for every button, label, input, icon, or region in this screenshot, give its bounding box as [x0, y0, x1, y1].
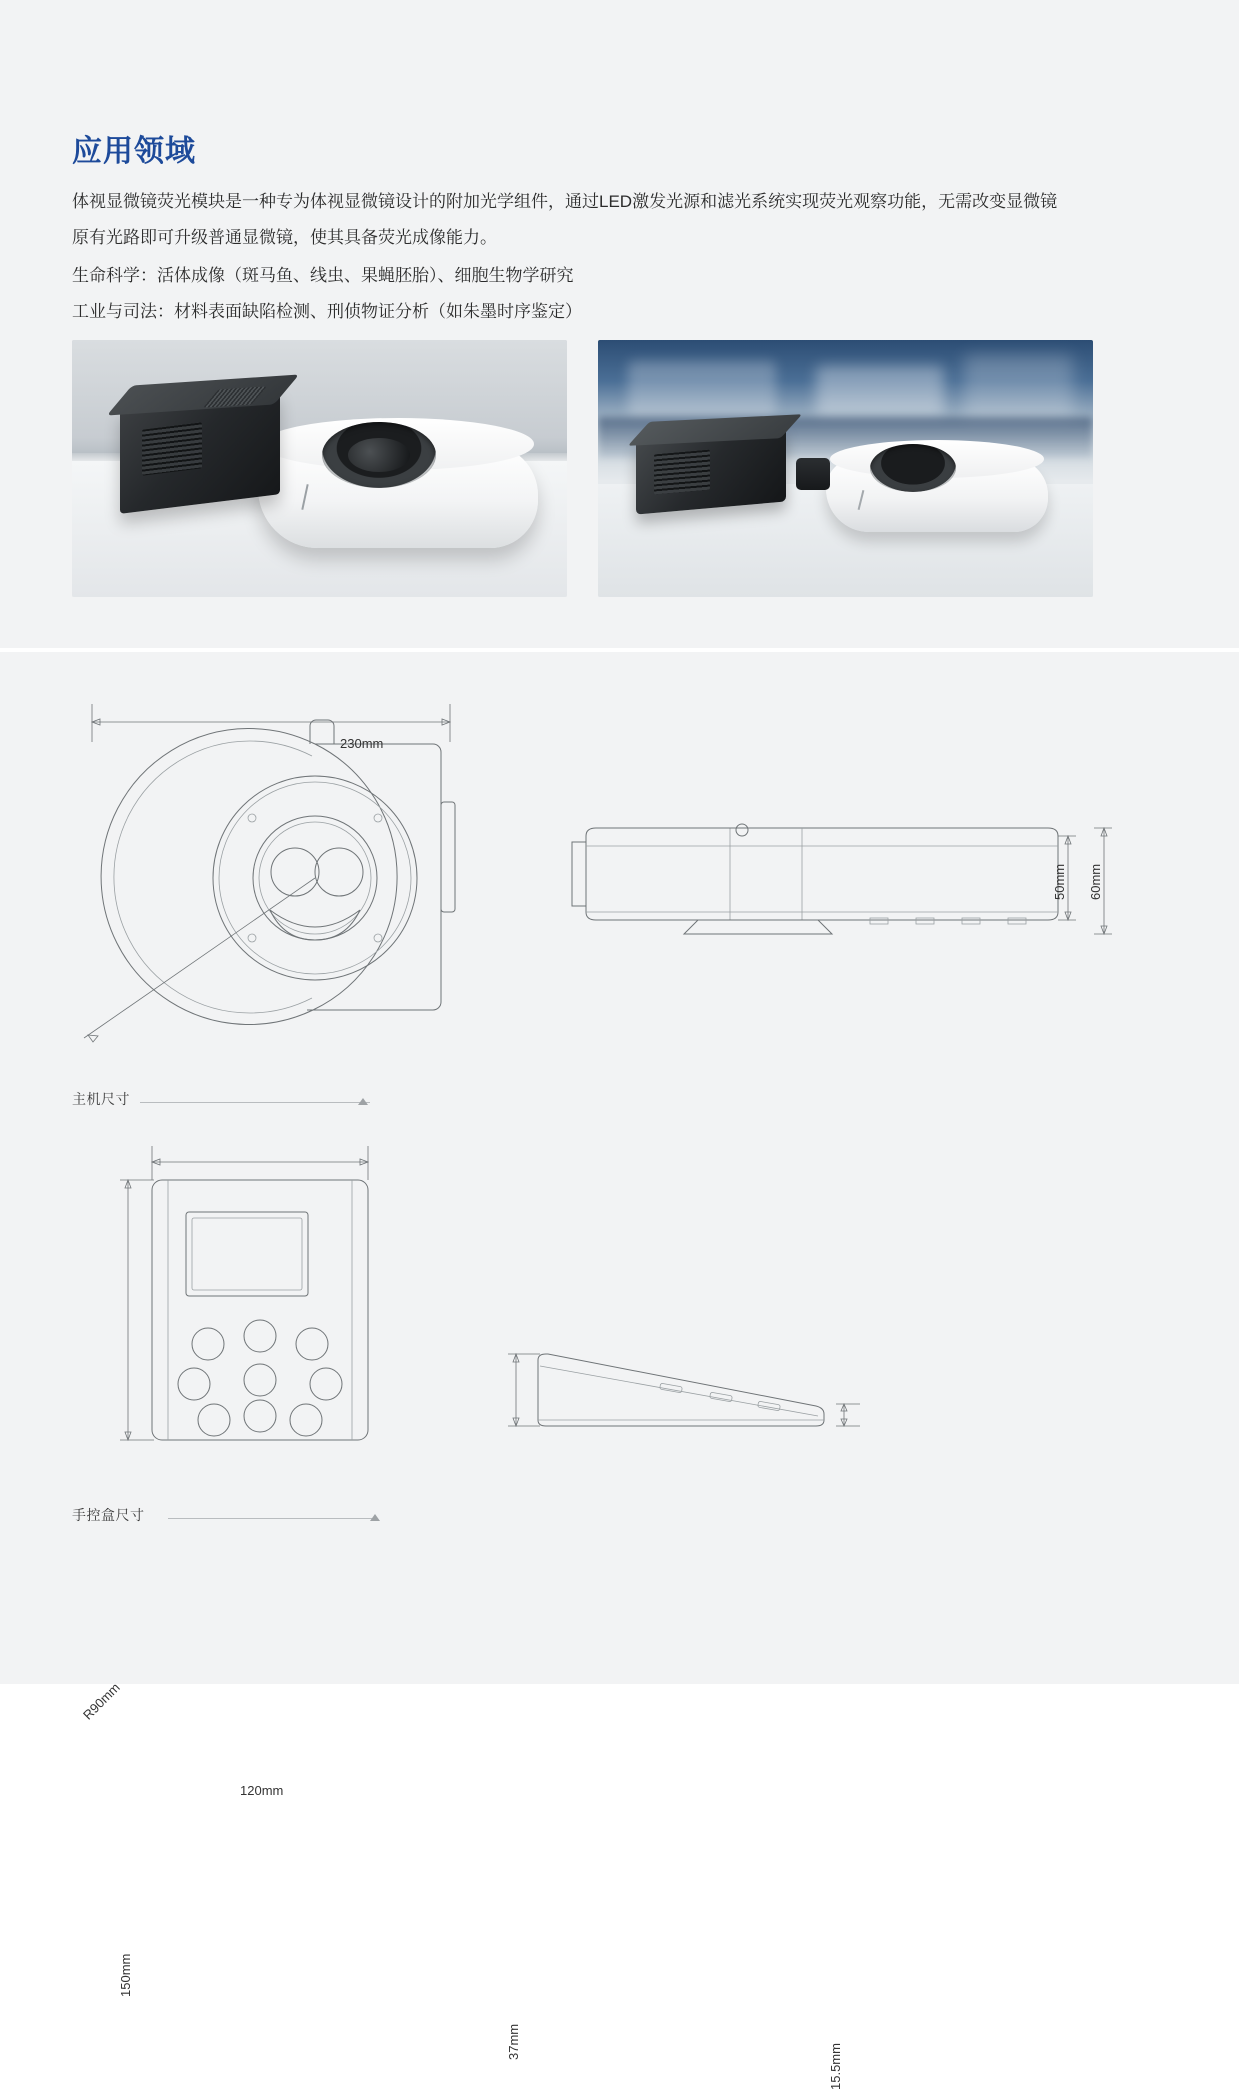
background-blur-shape	[816, 366, 945, 417]
controller-front-view-drawing	[110, 1140, 410, 1460]
dim-host-width: 230mm	[340, 736, 384, 751]
caption-divider	[168, 1518, 373, 1519]
dim-controller-width: 120mm	[240, 1783, 284, 1798]
dim-controller-front-height: 15.5mm	[828, 2043, 843, 2090]
host-caption: 主机尺寸	[72, 1091, 130, 1107]
coupler-neck	[796, 458, 830, 490]
host-top-view-drawing	[60, 682, 480, 1082]
dimensions-section	[0, 652, 1239, 2090]
caption-marker-icon	[358, 1098, 368, 1105]
background-blur-shape	[964, 355, 1073, 422]
dim-controller-height: 150mm	[118, 1953, 133, 1997]
controller-caption: 手控盒尺寸	[72, 1507, 145, 1523]
product-photo-lab	[598, 340, 1093, 597]
paragraph-life-science: 生命科学：活体成像（斑马鱼、线虫、果蝇胚胎）、细胞生物学研究	[72, 266, 574, 285]
host-side-view-drawing	[570, 820, 1130, 960]
vent-grille-icon	[654, 450, 710, 495]
dim-host-radius: R90mm	[80, 1679, 123, 1723]
paragraph-intro: 体视显微镜荧光模块是一种专为体视显微镜设计的附加光学组件，通过LED激发光源和滤光系统实现荧光观察功能，无需改变显微镜原有光路即可升级普通显微镜，使其具备荧光成像能力。	[72, 192, 1058, 247]
page-title: 应用领域	[72, 135, 196, 168]
application-section	[0, 0, 1239, 648]
product-photo-desk	[72, 340, 567, 597]
paragraph-industry: 工业与司法：材料表面缺陷检测、刑侦物证分析（如朱墨时序鉴定）	[72, 302, 582, 321]
vent-grille-icon	[142, 422, 202, 475]
objective-aperture	[322, 422, 436, 488]
controller-side-view-drawing	[500, 1342, 880, 1452]
caption-marker-icon	[370, 1514, 380, 1521]
dim-host-outer-height: 60mm	[1088, 863, 1103, 900]
background-blur-shape	[628, 361, 777, 418]
section-body	[72, 184, 1072, 330]
objective-aperture	[870, 444, 956, 492]
dim-controller-back-height: 37mm	[506, 2023, 521, 2060]
caption-divider	[140, 1102, 370, 1103]
dim-host-inner-height: 50mm	[1052, 863, 1067, 900]
